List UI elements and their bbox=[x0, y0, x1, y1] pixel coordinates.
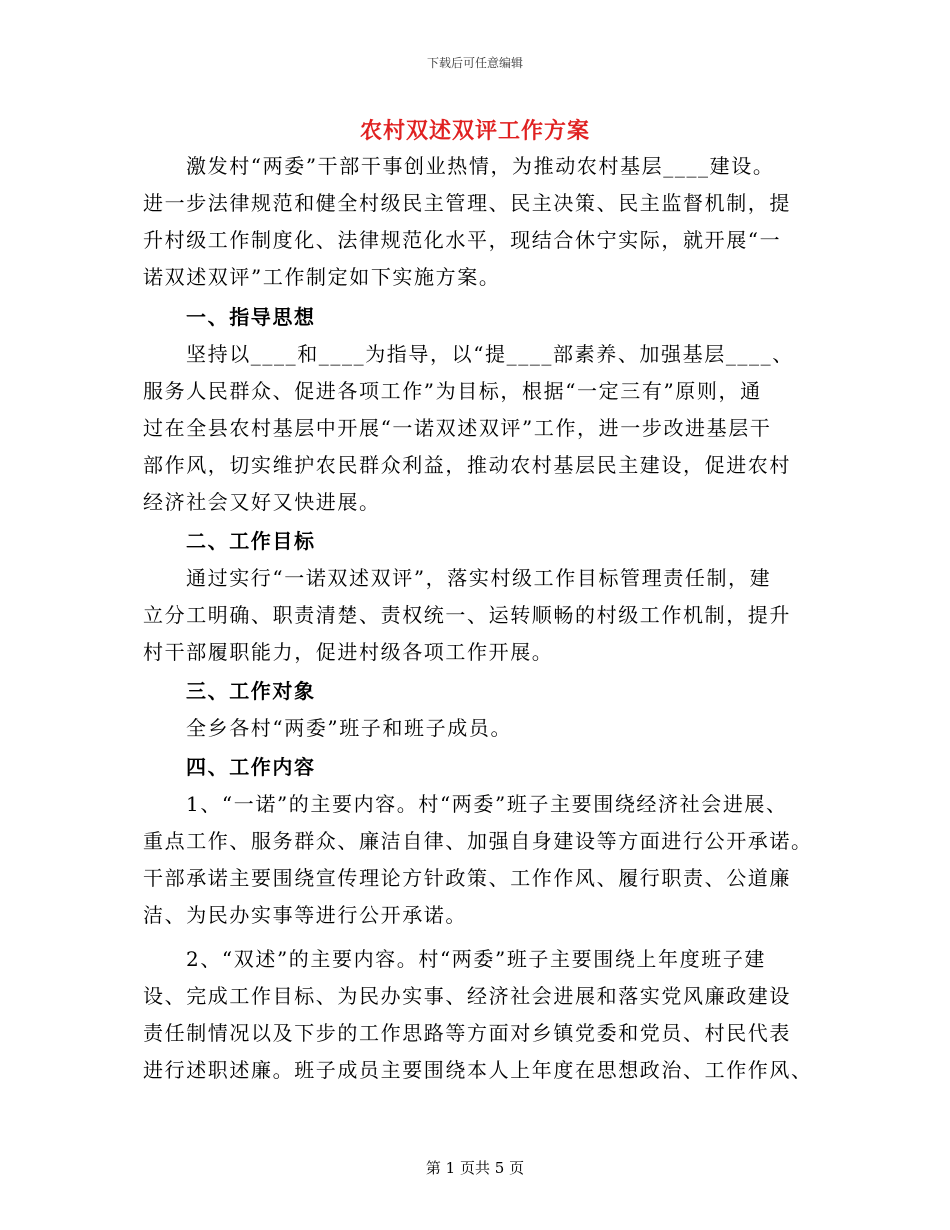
paragraph-line: 诺双述双评”工作制定如下实施方案。 bbox=[143, 265, 501, 289]
section-heading: 三、工作对象 bbox=[186, 679, 316, 703]
paragraph-line: 激发村“两委”干部干事创业热情，为推动农村基层____建设。 bbox=[186, 154, 775, 178]
paragraph-line: 重点工作、服务群众、廉洁自律、加强自身建设等方面进行公开承诺。 bbox=[143, 829, 813, 853]
section-heading: 四、工作内容 bbox=[186, 755, 316, 779]
paragraph-line: 洁、为民办实事等进行公开承诺。 bbox=[143, 903, 467, 927]
paragraph-line: 通过实行“一诺双述双评”，落实村级工作目标管理责任制，建 bbox=[186, 566, 772, 590]
paragraph-line: 部作风，切实维护农民群众利益，推动农村基层民主建设，促进农村 bbox=[143, 453, 791, 477]
paragraph-line: 经济社会又好又快进展。 bbox=[143, 490, 381, 514]
paragraph-line: 干部承诺主要围绕宣传理论方针政策、工作作风、履行职责、公道廉 bbox=[143, 866, 791, 890]
paragraph-line: 设、完成工作目标、为民办实事、经济社会进展和落实党风廉政建设 bbox=[143, 984, 791, 1008]
section-heading: 一、指导思想 bbox=[186, 305, 316, 329]
paragraph-line: 2、“双述”的主要内容。村“两委”班子主要围绕上年度班子建 bbox=[186, 947, 767, 971]
document-title: 农村双述双评工作方案 bbox=[359, 118, 590, 144]
paragraph-line: 立分工明确、职责清楚、责权统一、运转顺畅的村级工作机制，提升 bbox=[143, 603, 791, 627]
paragraph-line: 1、“一诺”的主要内容。村“两委”班子主要围绕经济社会进展、 bbox=[186, 792, 788, 816]
paragraph-line: 全乡各村“两委”班子和班子成员。 bbox=[186, 716, 513, 740]
paragraph-line: 责任制情况以及下步的工作思路等方面对乡镇党委和党员、村民代表 bbox=[143, 1021, 791, 1045]
paragraph-line: 过在全县农村基层中开展“一诺双述双评”工作，进一步改进基层干 bbox=[143, 416, 772, 440]
paragraph-line: 进行述职述廉。班子成员主要围绕本人上年度在思想政治、工作作风、 bbox=[143, 1058, 813, 1082]
document-body bbox=[143, 148, 818, 1089]
paragraph-line: 村干部履职能力，促进村级各项工作开展。 bbox=[143, 640, 554, 664]
paragraph-line: 坚持以____和____为指导，以“提____部素养、加强基层____、 bbox=[186, 342, 794, 366]
paragraph-line: 升村级工作制度化、法律规范化水平，现结合休宁实际，就开展“一 bbox=[143, 228, 782, 252]
paragraph-line: 服务人民群众、促进各项工作”为目标，根据“一定三有”原则，通 bbox=[143, 379, 762, 403]
section-heading: 二、工作目标 bbox=[186, 529, 316, 553]
header-note: 下载后可任意编辑 bbox=[426, 56, 523, 70]
page-footer: 第 1 页共 5 页 bbox=[425, 1159, 525, 1177]
paragraph-line: 进一步法律规范和健全村级民主管理、民主决策、民主监督机制，提 bbox=[143, 191, 791, 215]
